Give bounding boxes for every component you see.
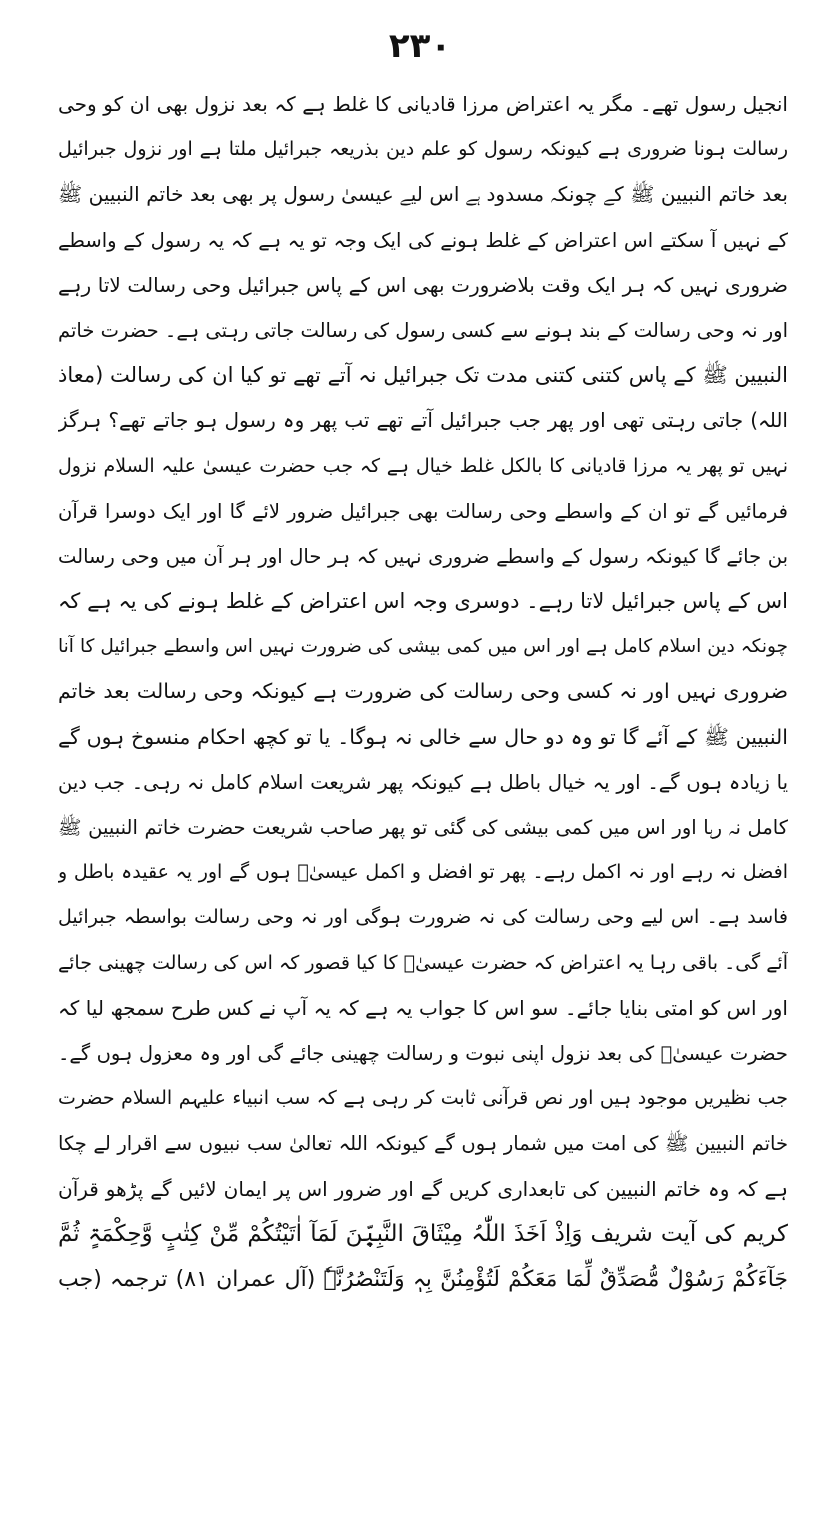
text-line: افضل نہ رہے اور نہ اکمل رہے۔ پھر تو افضل و اکمل عیسیٰؑ ہوں گے اور یہ عقیدہ باطل و	[58, 861, 788, 884]
page-number: ۲۳۰	[388, 26, 452, 66]
text-line: جب نظیریں موجود ہیں اور نص قرآنی ثابت کر رہی ہے کہ سب انبیاء علیہم السلام حضرت	[58, 1087, 788, 1110]
text-line: اللہ) جاتی رہتی تھی اور پھر جب جبرائیل آتے تھے تب پھر وہ رسول ہو جاتے تھے؟ ہرگز	[58, 408, 788, 433]
text-line: فرمائیں گے تو ان کے واسطے وحی رسالت بھی جبرائیل ضرور لائے گا اور ایک دوسرا قرآن	[58, 499, 788, 523]
text-line: اور نہ وحی رسالت کے بند ہونے سے کسی رسول کی رسالت جاتی رہتی ہے۔ حضرت خاتم	[58, 318, 788, 342]
text-line: چونکہ دین اسلام کامل ہے اور اس میں کمی بیشی کی ضرورت نہیں اس واسطے جبرائیل کا آنا	[58, 636, 788, 658]
text-line: آئے گی۔ باقی رہا یہ اعتراض کہ حضرت عیسیٰؑ کا کیا قصور کہ اس کی رسالت چھینی جائے	[58, 951, 788, 974]
text-line: النبیین ﷺ کے پاس کتنی کتنی مدت تک جبرائیل نہ آتے تھے تو کیا ان کی رسالت (معاذ	[58, 363, 788, 388]
body-text	[58, 82, 788, 1302]
text-line: النبیین ﷺ کے آئے گا تو وہ دو حال سے خالی نہ ہوگا۔ یا تو کچھ احکام منسوخ ہوں گے	[58, 724, 788, 749]
text-line: کامل نہ رہا اور اس میں کمی بیشی کی گئی تو پھر صاحب شریعت حضرت خاتم النبیین ﷺ	[58, 816, 788, 839]
text-line: نہیں تو پھر یہ مرزا قادیانی کا بالکل غلط خیال ہے کہ جب حضرت عیسیٰ علیہ السلام نزول	[58, 454, 788, 477]
text-line: انجیل رسول تھے۔ مگر یہ اعتراض مرزا قادیانی کا غلط ہے کہ بعد نزول بھی ان کو وحی	[58, 92, 788, 116]
text-line: اور اس کو امتی بنایا جائے۔ سو اس کا جواب یہ ہے کہ یہ آپ نے کس طرح سمجھ لیا کہ	[58, 995, 788, 1020]
text-line: حضرت عیسیٰؑ کی بعد نزول اپنی نبوت و رسالت چھینی جائے گی اور وہ معزول ہوں گے۔	[58, 1041, 788, 1065]
text-line: خاتم النبیین ﷺ کی امت میں شمار ہوں گے کیونکہ اللہ تعالیٰ سب نبیوں سے اقرار لے چکا	[58, 1132, 788, 1156]
text-line: اس کے پاس جبرائیل لاتا رہے۔ دوسری وجہ اس اعتراض کے غلط ہونے کی یہ ہے کہ	[58, 589, 788, 614]
text-line: ضروری نہیں اور نہ کسی وحی رسالت کی ضرورت ہے کیونکہ وحی رسالت بعد خاتم	[58, 679, 788, 704]
text-line: بن جائے گا کیونکہ رسول کے واسطے ضروری نہیں کہ ہر حال اور ہر آن میں وحی رسالت	[58, 544, 788, 568]
text-line: یا زیادہ ہوں گے۔ اور یہ خیال باطل ہے کیونکہ پھر شریعت اسلام کامل نہ رہی۔ جب دین	[58, 770, 788, 794]
text-line: فاسد ہے۔ اس لیے وحی رسالت کی نہ ضرورت ہوگی اور نہ وحی رسالت بواسطہ جبرائیل	[58, 906, 788, 929]
text-line: رسالت ہونا ضروری ہے کیونکہ رسول کو علم دین بذریعہ جبرائیل ملتا ہے اور نزول جبرائیل	[58, 138, 788, 161]
text-line: جَآءَکُمْ رَسُوْلٌ مُّصَدِّقٌ لِّمَا مَعَکُمْ لَتُؤْمِنُنَّ بِہٖ وَلَتَنْصُرُنَّہٗ (آل عمران ۸۱) ترجمہ (جب	[58, 1266, 788, 1292]
text-line: بعد خاتم النبیین ﷺ کے چونکہ مسدود ہے اس لیے عیسیٰ رسول پر بھی بعد خاتم النبیین ﷺ	[58, 182, 788, 207]
text-line: کے نہیں آ سکتے اس اعتراض کے غلط ہونے کی ایک وجہ تو یہ ہے کہ یہ رسول کے واسطے	[58, 228, 788, 252]
text-line: ہے کہ وہ خاتم النبیین کی تابعداری کریں گے اور ضرور اس پر ایمان لائیں گے پڑھو قرآن	[58, 1176, 788, 1201]
text-line: ضروری نہیں کہ ہر ایک وقت بلاضرورت بھی اس کے پاس جبرائیل وحی رسالت لاتا رہے	[58, 272, 788, 297]
text-line: کریم کی آیت شریف وَاِذْ اَخَذَ اللّٰہُ مِیْثَاقَ النَّبِیّٖنَ لَمَآ اٰتَیْتُکُمْ مِّنْ کِتٰبٍ وَّحِکْمَۃٍ ثُمَّ	[58, 1220, 788, 1247]
